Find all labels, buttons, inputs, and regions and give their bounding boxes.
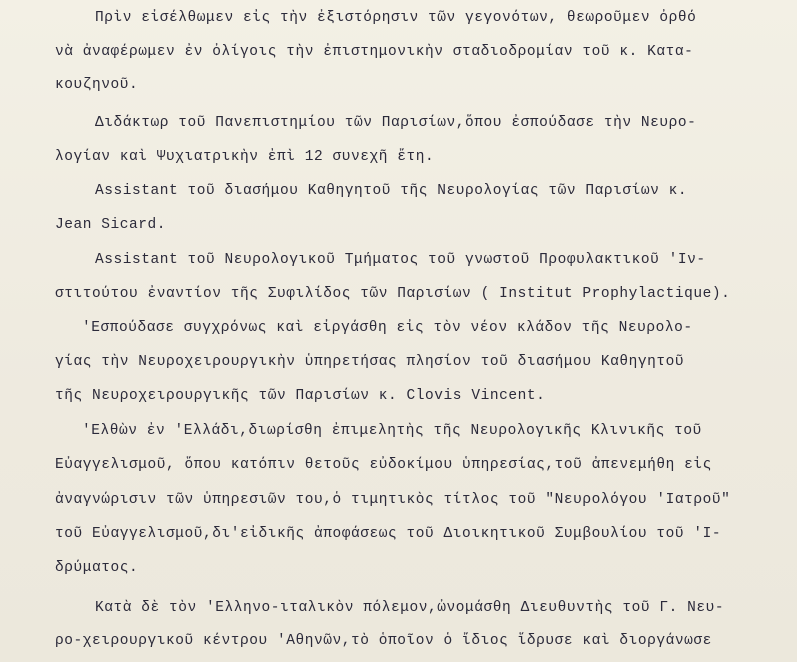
text-line: δρύματος. xyxy=(55,560,139,576)
text-line: Jean Sicard. xyxy=(55,217,167,233)
text-line: Διδάκτωρ τοῦ Πανεπιστημίου τῶν Παρισίων,ὅπου ἐσπούδασε τὴν Νευρο- xyxy=(95,115,697,131)
text-line: λογίαν καὶ Ψυχιατρικὴν ἐπὶ 12 συνεχῆ ἔτη. xyxy=(55,149,435,165)
text-line: 'Ελθὼν ἐν 'Ελλάδι,διωρίσθη ἐπιμελητὴς τῆς Νευρολογικῆς Κλινικῆς τοῦ xyxy=(82,423,702,439)
text-line: Assistant τοῦ διασήμου Καθηγητοῦ τῆς Νευρολογίας τῶν Παρισίων κ. xyxy=(95,183,688,199)
text-line: νὰ ἀναφέρωμεν ἐν ὀλίγοις τὴν ἐπιστημονικὴν σταδιοδρομίαν τοῦ κ. Κατα- xyxy=(55,44,694,60)
text-line: Κατὰ δὲ τὸν 'Ελληνο-ιταλικὸν πόλεμον,ὠνομάσθη Διευθυντὴς τοῦ Γ. Νευ- xyxy=(95,600,725,616)
text-line: κουζηνοῦ. xyxy=(55,77,139,93)
text-line: τοῦ Εὐαγγελισμοῦ,δι'εἰδικῆς ἀποφάσεως τοῦ Διοικητικοῦ Συμβουλίου τοῦ 'Ι- xyxy=(55,526,722,542)
text-line: γίας τὴν Νευροχειρουργικὴν ὑπηρετήσας πλησίον τοῦ διασήμου Καθηγητοῦ xyxy=(55,354,685,370)
text-line: 'Εσπούδασε συγχρόνως καὶ εἰργάσθη εἰς τὸν νέον κλάδον τῆς Νευρολο- xyxy=(82,320,693,336)
text-line: στιτούτου ἐναντίον τῆς Συφιλίδος τῶν Παρισίων ( Institut Prophylactique). xyxy=(55,286,731,302)
text-line: Πρὶν εἰσέλθωμεν εἰς τὴν ἐξιστόρησιν τῶν γεγονότων, θεωροῦμεν ὀρθό xyxy=(95,10,697,26)
text-line: ρο-χειρουργικοῦ κέντρου 'Αθηνῶν,τὸ ὁποῖον ὁ ἴδιος ἵδρυσε καὶ διοργάνωσε xyxy=(55,633,712,649)
text-line: ἀναγνώρισιν τῶν ὑπηρεσιῶν του,ὁ τιμητικὸς τίτλος τοῦ "Νευρολόγου 'Ιατροῦ" xyxy=(55,492,731,508)
text-line: Εὐαγγελισμοῦ, ὅπου κατόπιν θετοῦς εὐδοκίμου ὑπηρεσίας,τοῦ ἀπενεμήθη εἰς xyxy=(55,457,712,473)
text-line: Assistant τοῦ Νευρολογικοῦ Τμήματος τοῦ γνωστοῦ Προφυλακτικοῦ 'Ιν- xyxy=(95,252,706,268)
text-line: τῆς Νευροχειρουργικῆς τῶν Παρισίων κ. Clovis Vincent. xyxy=(55,388,546,404)
